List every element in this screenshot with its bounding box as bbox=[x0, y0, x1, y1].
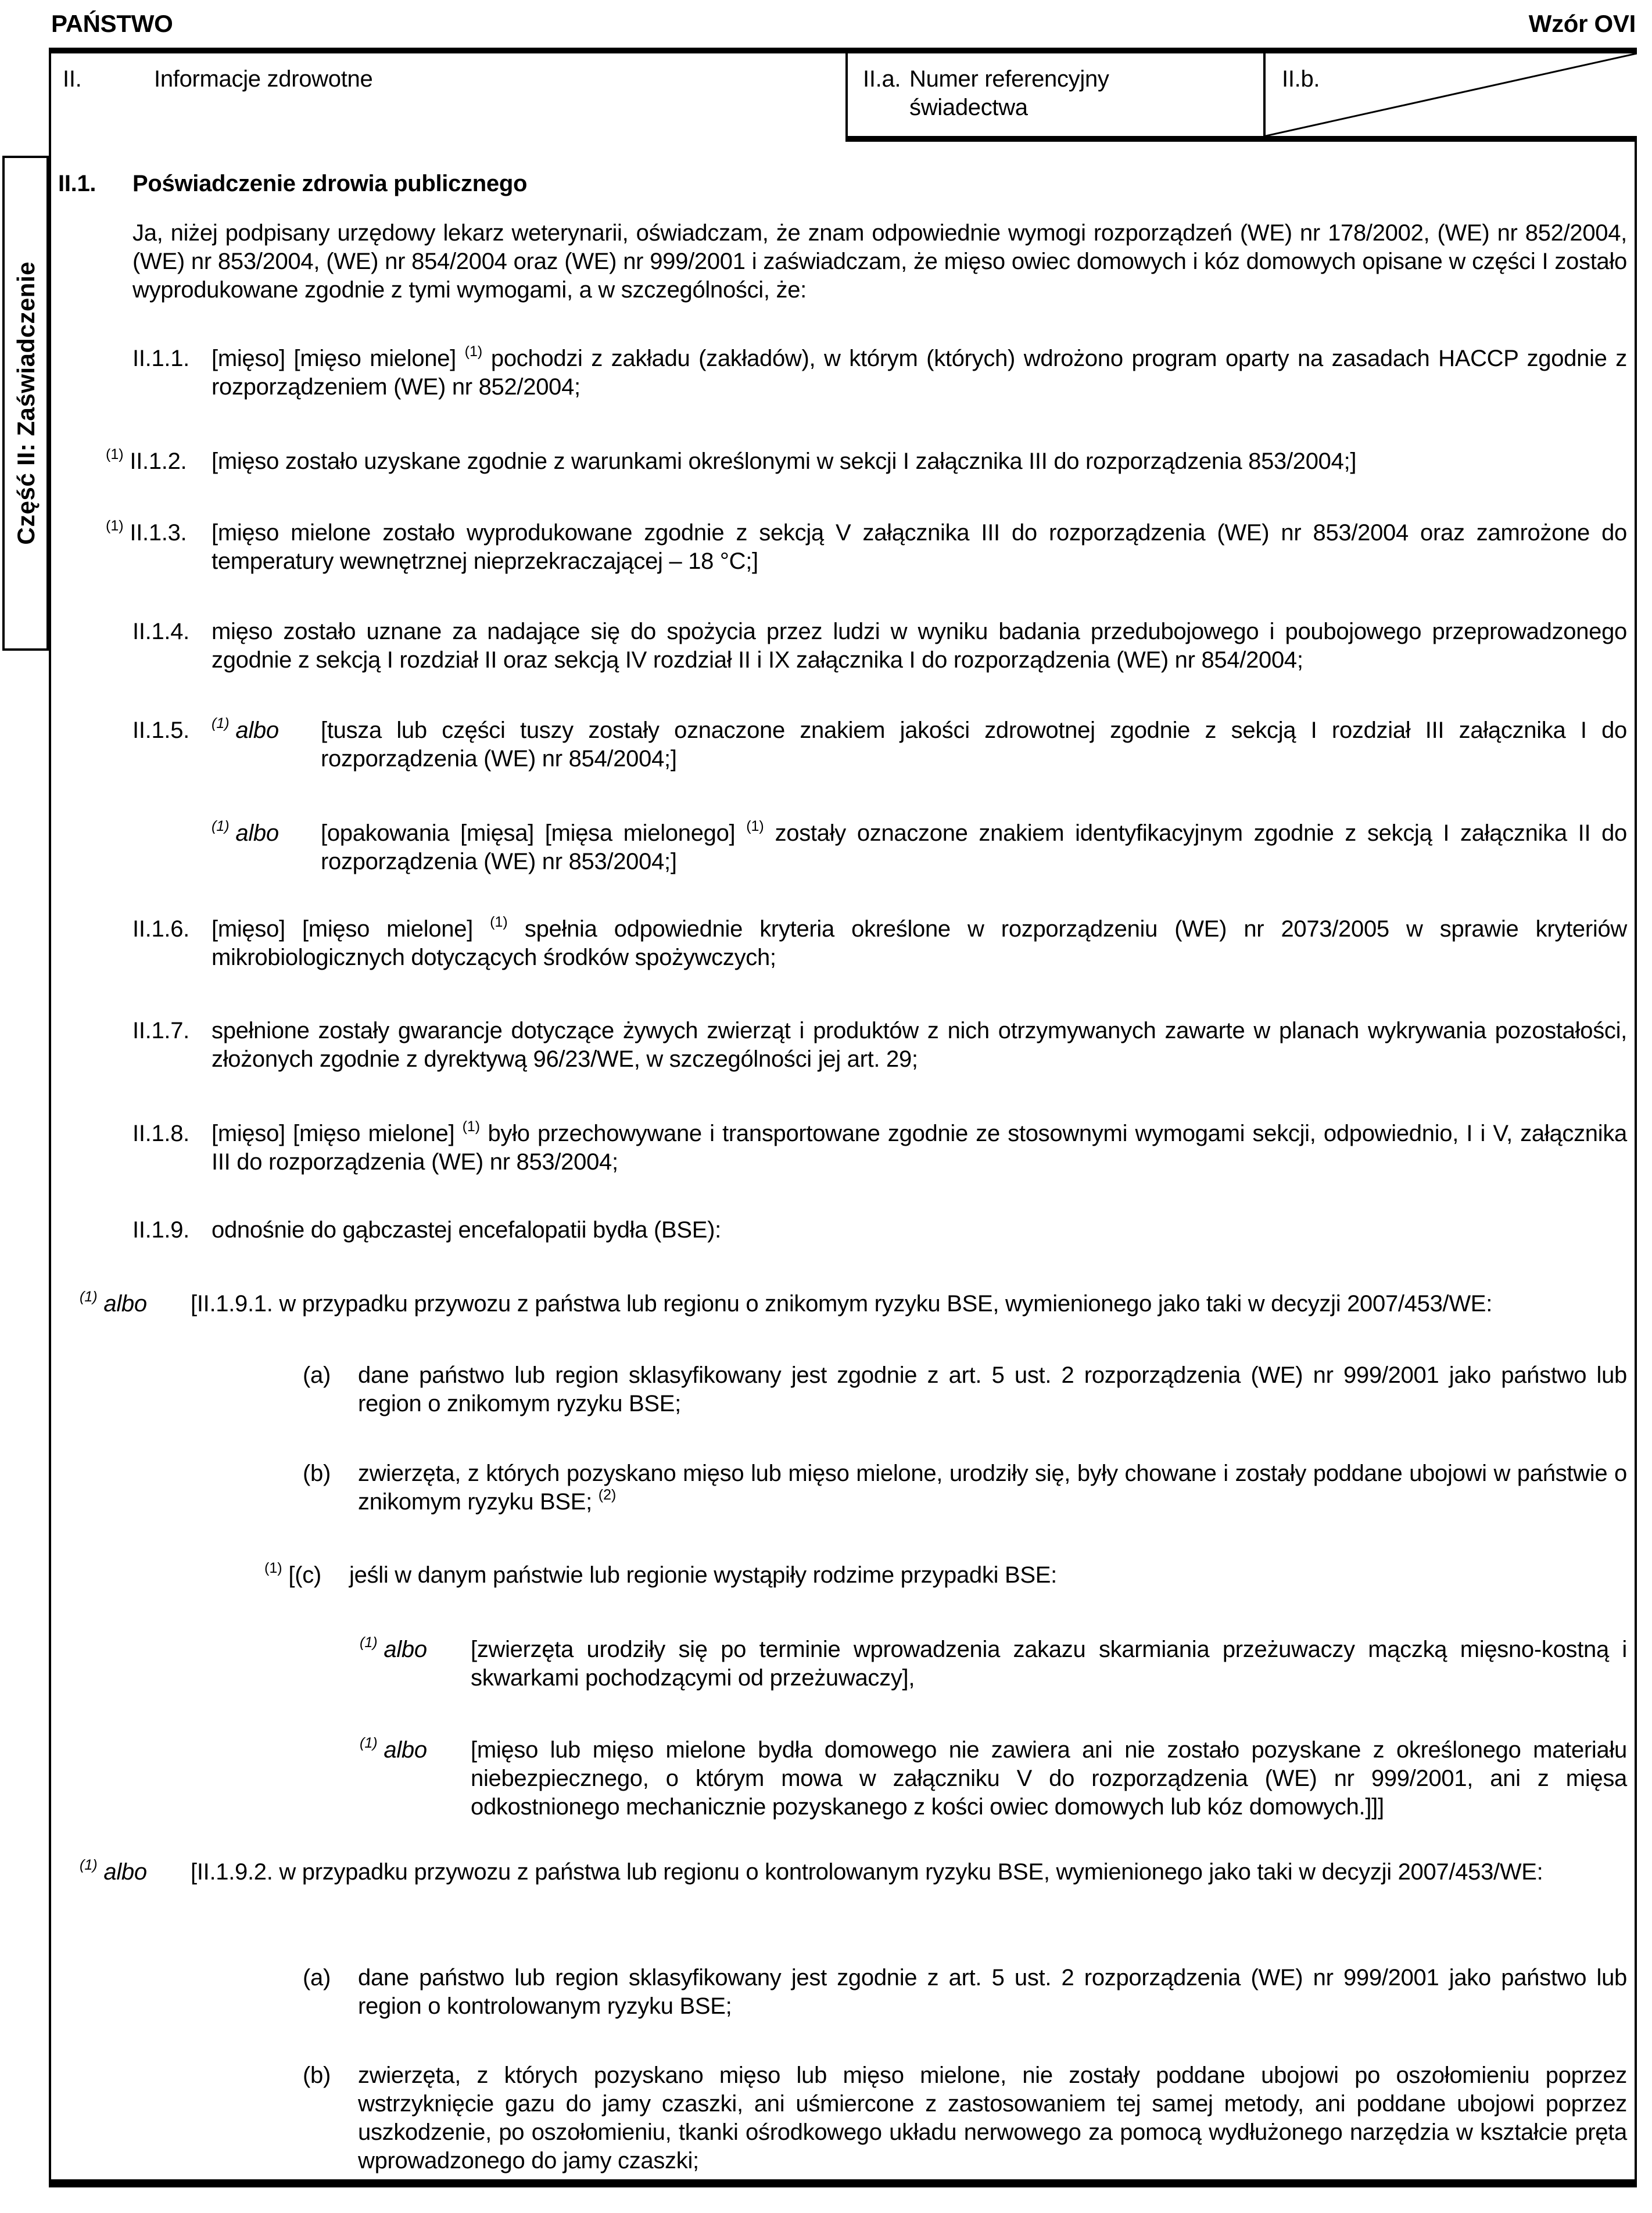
item-letter: $^{(1)}$ [(c) bbox=[264, 1560, 321, 1588]
item-text: jeśli w danym państwie lub regionie wystąpiły rodzime przypadki BSE: bbox=[349, 1562, 1057, 1588]
item-text: zwierzęta, z których pozyskano mięso lub mięso mielone, urodziły się, były chowane i zostały poddane ubojowi w państwie o znikomym ryzyku BSE; $^{(2)}$ bbox=[358, 1461, 1627, 1515]
ref-label: II.a. bbox=[863, 66, 901, 92]
section-title: Poświadczenie zdrowia publicznego bbox=[132, 171, 528, 196]
section-number: II.1. bbox=[58, 171, 96, 196]
item-text: dane państwo lub region sklasyfikowany jest zgodnie z art. 5 ust. 2 rozporządzenia (WE) nr 999/2001 jako państwo lub region o kontrolowanym ryzyku BSE; bbox=[358, 1965, 1627, 2019]
ref-title bbox=[909, 65, 1109, 136]
item-text: odnośnie do gąbczastej encefalopatii bydła (BSE): bbox=[212, 1217, 721, 1243]
ref-title-line1: Numer referencyjny bbox=[909, 66, 1109, 92]
item-ii-1-7 bbox=[0, 1017, 1627, 1074]
item-text: [II.1.9.2. w przypadku przywozu z państwa lub regionu o kontrolowanym ryzyku BSE, wymienionego jako taki w decyzji 2007/453/WE: bbox=[191, 1859, 1543, 1885]
sidebar-label: Część II: Zaświadczenie bbox=[12, 261, 40, 545]
item-ii-1-9-2-b bbox=[0, 2061, 1627, 2175]
item-text: [mięso mielone zostało wyprodukowane zgodnie z sekcją V załącznika III do rozporządzenia (WE) nr 853/2004 oraz zamrożone do temperatury wewnętrznej nieprzekraczającej – 18 °C;] bbox=[212, 520, 1627, 574]
intro-text: Ja, niżej podpisany urzędowy lekarz weterynarii, oświadczam, że znam odpowiednie wymogi rozporządzeń (WE) nr 178/2002, (WE) nr 852/2004, (WE) nr 853/2004, (WE) nr 854/2004 oraz (WE) nr 999/2001 i zaświadczam, że mięso owiec domowych i kóz domowych opisane w części I zostało wyprodukowane zgodnie z tymi wymogami, a w szczególności, że: bbox=[132, 220, 1627, 303]
item-letter: (b) bbox=[303, 2063, 331, 2088]
item-ii-1-1 bbox=[0, 345, 1627, 401]
item-number: $^{(1)}$ II.1.3. bbox=[106, 518, 187, 546]
item-text: [mięso] [mięso mielone] $^{(1)}$ było przechowywane i transportowane zgodnie ze stosownymi wymogami sekcji, odpowiednio, I i V, załącznika III do rozporządzenia (WE) nr 853/2004; bbox=[212, 1118, 1627, 1175]
item-ii-1-9 bbox=[0, 1216, 1627, 1244]
item-ii-1-5-albo2 bbox=[0, 819, 1627, 876]
item-ii-1-4 bbox=[0, 618, 1627, 675]
item-ii-1-9-1-c bbox=[0, 1561, 1627, 1590]
reference-number-cell bbox=[845, 53, 1263, 142]
item-text: zwierzęta, z których pozyskano mięso lub mięso mielone, nie zostały poddane ubojowi po oszołomieniu poprzez wstrzyknięcie gazu do jamy czaszki, ani uśmiercone z zastosowaniem tej samej metody, ani poddane ubojowi poprzez uszkodzenie, po oszołomieniu, tkanki ośrodkowego układu nerwowego za pomocą wydłużonego narzędzia w kształcie pręta wprowadzonego do jamy czaszki; bbox=[358, 2063, 1627, 2173]
diagonal-strikethrough-icon bbox=[1266, 53, 1637, 136]
item-ii-1-6 bbox=[0, 915, 1627, 972]
item-number: II.1.9. bbox=[132, 1217, 189, 1243]
part2-title: Informacje zdrowotne bbox=[154, 66, 373, 92]
item-ii-1-2 bbox=[0, 447, 1627, 476]
item-text: [II.1.9.1. w przypadku przywozu z państwa lub regionu o znikomym ryzyku BSE, wymienionego jako taki w decyzji 2007/453/WE: bbox=[191, 1291, 1493, 1317]
albo-prefix: $^{(1)}$ albo bbox=[80, 1857, 147, 1885]
item-number: II.1.5. bbox=[132, 718, 189, 743]
albo-prefix: $^{(1)}$ albo bbox=[212, 818, 279, 846]
intro-paragraph bbox=[0, 219, 1627, 304]
iib-label: II.b. bbox=[1282, 66, 1320, 92]
item-text: [tusza lub części tuszy zostały oznaczone znakiem jakości zdrowotnej zgodnie z sekcją I rozdział III załącznika I do rozporządzenia (WE) nr 854/2004;] bbox=[321, 718, 1627, 772]
section-heading bbox=[0, 170, 1627, 198]
item-ii-1-8 bbox=[0, 1120, 1627, 1177]
item-number: II.1.7. bbox=[132, 1018, 189, 1043]
ref-title-line2: świadectwa bbox=[909, 95, 1028, 120]
item-text: [zwierzęta urodziły się po terminie wprowadzenia zakazu skarmiania przeżuwaczy mączką mięsno-kostną i skwarkami pochodzącymi od przeżuwaczy], bbox=[471, 1637, 1627, 1691]
albo-prefix: $^{(1)}$ albo bbox=[80, 1289, 147, 1317]
item-ii-1-9-1-a bbox=[0, 1361, 1627, 1418]
albo-prefix: $^{(1)}$ albo bbox=[360, 1634, 427, 1662]
item-text: [opakowania [mięsa] [mięsa mielonego] $^{(1)}$ zostały oznaczone znakiem identyfikacyjnym zgodnie z sekcją I załącznika II do rozporządzenia (WE) nr 853/2004;] bbox=[321, 818, 1627, 874]
item-number: II.1.6. bbox=[132, 916, 189, 942]
item-ii-1-5-albo1 bbox=[0, 716, 1627, 773]
item-text: dane państwo lub region sklasyfikowany jest zgodnie z art. 5 ust. 2 rozporządzenia (WE) nr 999/2001 jako państwo lub region o znikomym ryzyku BSE; bbox=[358, 1362, 1627, 1416]
item-text: mięso zostało uznane za nadające się do spożycia przez ludzi w wyniku badania przedubojowego i poubojowego przeprowadzonego zgodnie z sekcją I rozdział II oraz sekcją IV rozdział II i IX załącznika I do rozporządzenia (WE) nr 854/2004; bbox=[212, 619, 1627, 673]
item-letter: (a) bbox=[303, 1362, 331, 1388]
item-ii-1-9-1-c-albo1 bbox=[0, 1635, 1627, 1692]
part2-label: II. bbox=[63, 66, 82, 92]
item-ii-1-9-2-a bbox=[0, 1964, 1627, 2021]
item-ii-1-9-2 bbox=[0, 1858, 1627, 1886]
item-ii-1-3 bbox=[0, 519, 1627, 576]
country-header: PAŃSTWO bbox=[51, 10, 173, 37]
item-letter: (a) bbox=[303, 1965, 331, 1990]
item-letter: (b) bbox=[303, 1461, 331, 1486]
albo-prefix: $^{(1)}$ albo bbox=[212, 715, 279, 743]
item-number: $^{(1)}$ II.1.2. bbox=[106, 446, 187, 474]
item-text: [mięso zostało uzyskane zgodnie z warunkami określonymi w sekcji I załącznika III do rozporządzenia 853/2004;] bbox=[212, 449, 1357, 474]
item-text: [mięso] [mięso mielone] $^{(1)}$ spełnia odpowiednie kryteria określone w rozporządzeniu (WE) nr 2073/2005 w sprawie kryteriów mikrobiologicznych dotyczących środków spożywczych; bbox=[212, 914, 1627, 970]
item-text: spełnione zostały gwarancje dotyczące żywych zwierząt i produktów z nich otrzymywanych zawarte w planach wykrywania pozostałości, złożonych zgodnie z dyrektywą 96/23/WE, w szczególności jej art. 29; bbox=[212, 1018, 1627, 1072]
item-number: II.1.1. bbox=[132, 346, 189, 371]
model-header: Wzór OVI bbox=[1528, 10, 1636, 37]
item-ii-1-9-1-b bbox=[0, 1459, 1627, 1516]
item-ii-1-9-1-c-albo2 bbox=[0, 1736, 1627, 1821]
item-ii-1-9-1 bbox=[0, 1290, 1627, 1318]
albo-prefix: $^{(1)}$ albo bbox=[360, 1735, 427, 1763]
iib-cell bbox=[1263, 53, 1637, 142]
item-number: II.1.8. bbox=[132, 1121, 189, 1146]
item-text: [mięso] [mięso mielone] $^{(1)}$ pochodzi z zakładu (zakładów), w którym (których) wdrożono program oparty na zasadach HACCP zgodnie z rozporządzeniem (WE) nr 852/2004; bbox=[212, 343, 1627, 400]
item-text: [mięso lub mięso mielone bydła domowego nie zawiera ani nie zostało pozyskane z określonego materiału niebezpiecznego, o którym mowa w załączniku V do rozporządzenia (WE) nr 999/2001, ani z mięsa odkostnionego mechanicznie pozyskanego z kości owiec domowych lub kóz domowych.]]] bbox=[471, 1737, 1627, 1820]
item-number: II.1.4. bbox=[132, 619, 189, 644]
